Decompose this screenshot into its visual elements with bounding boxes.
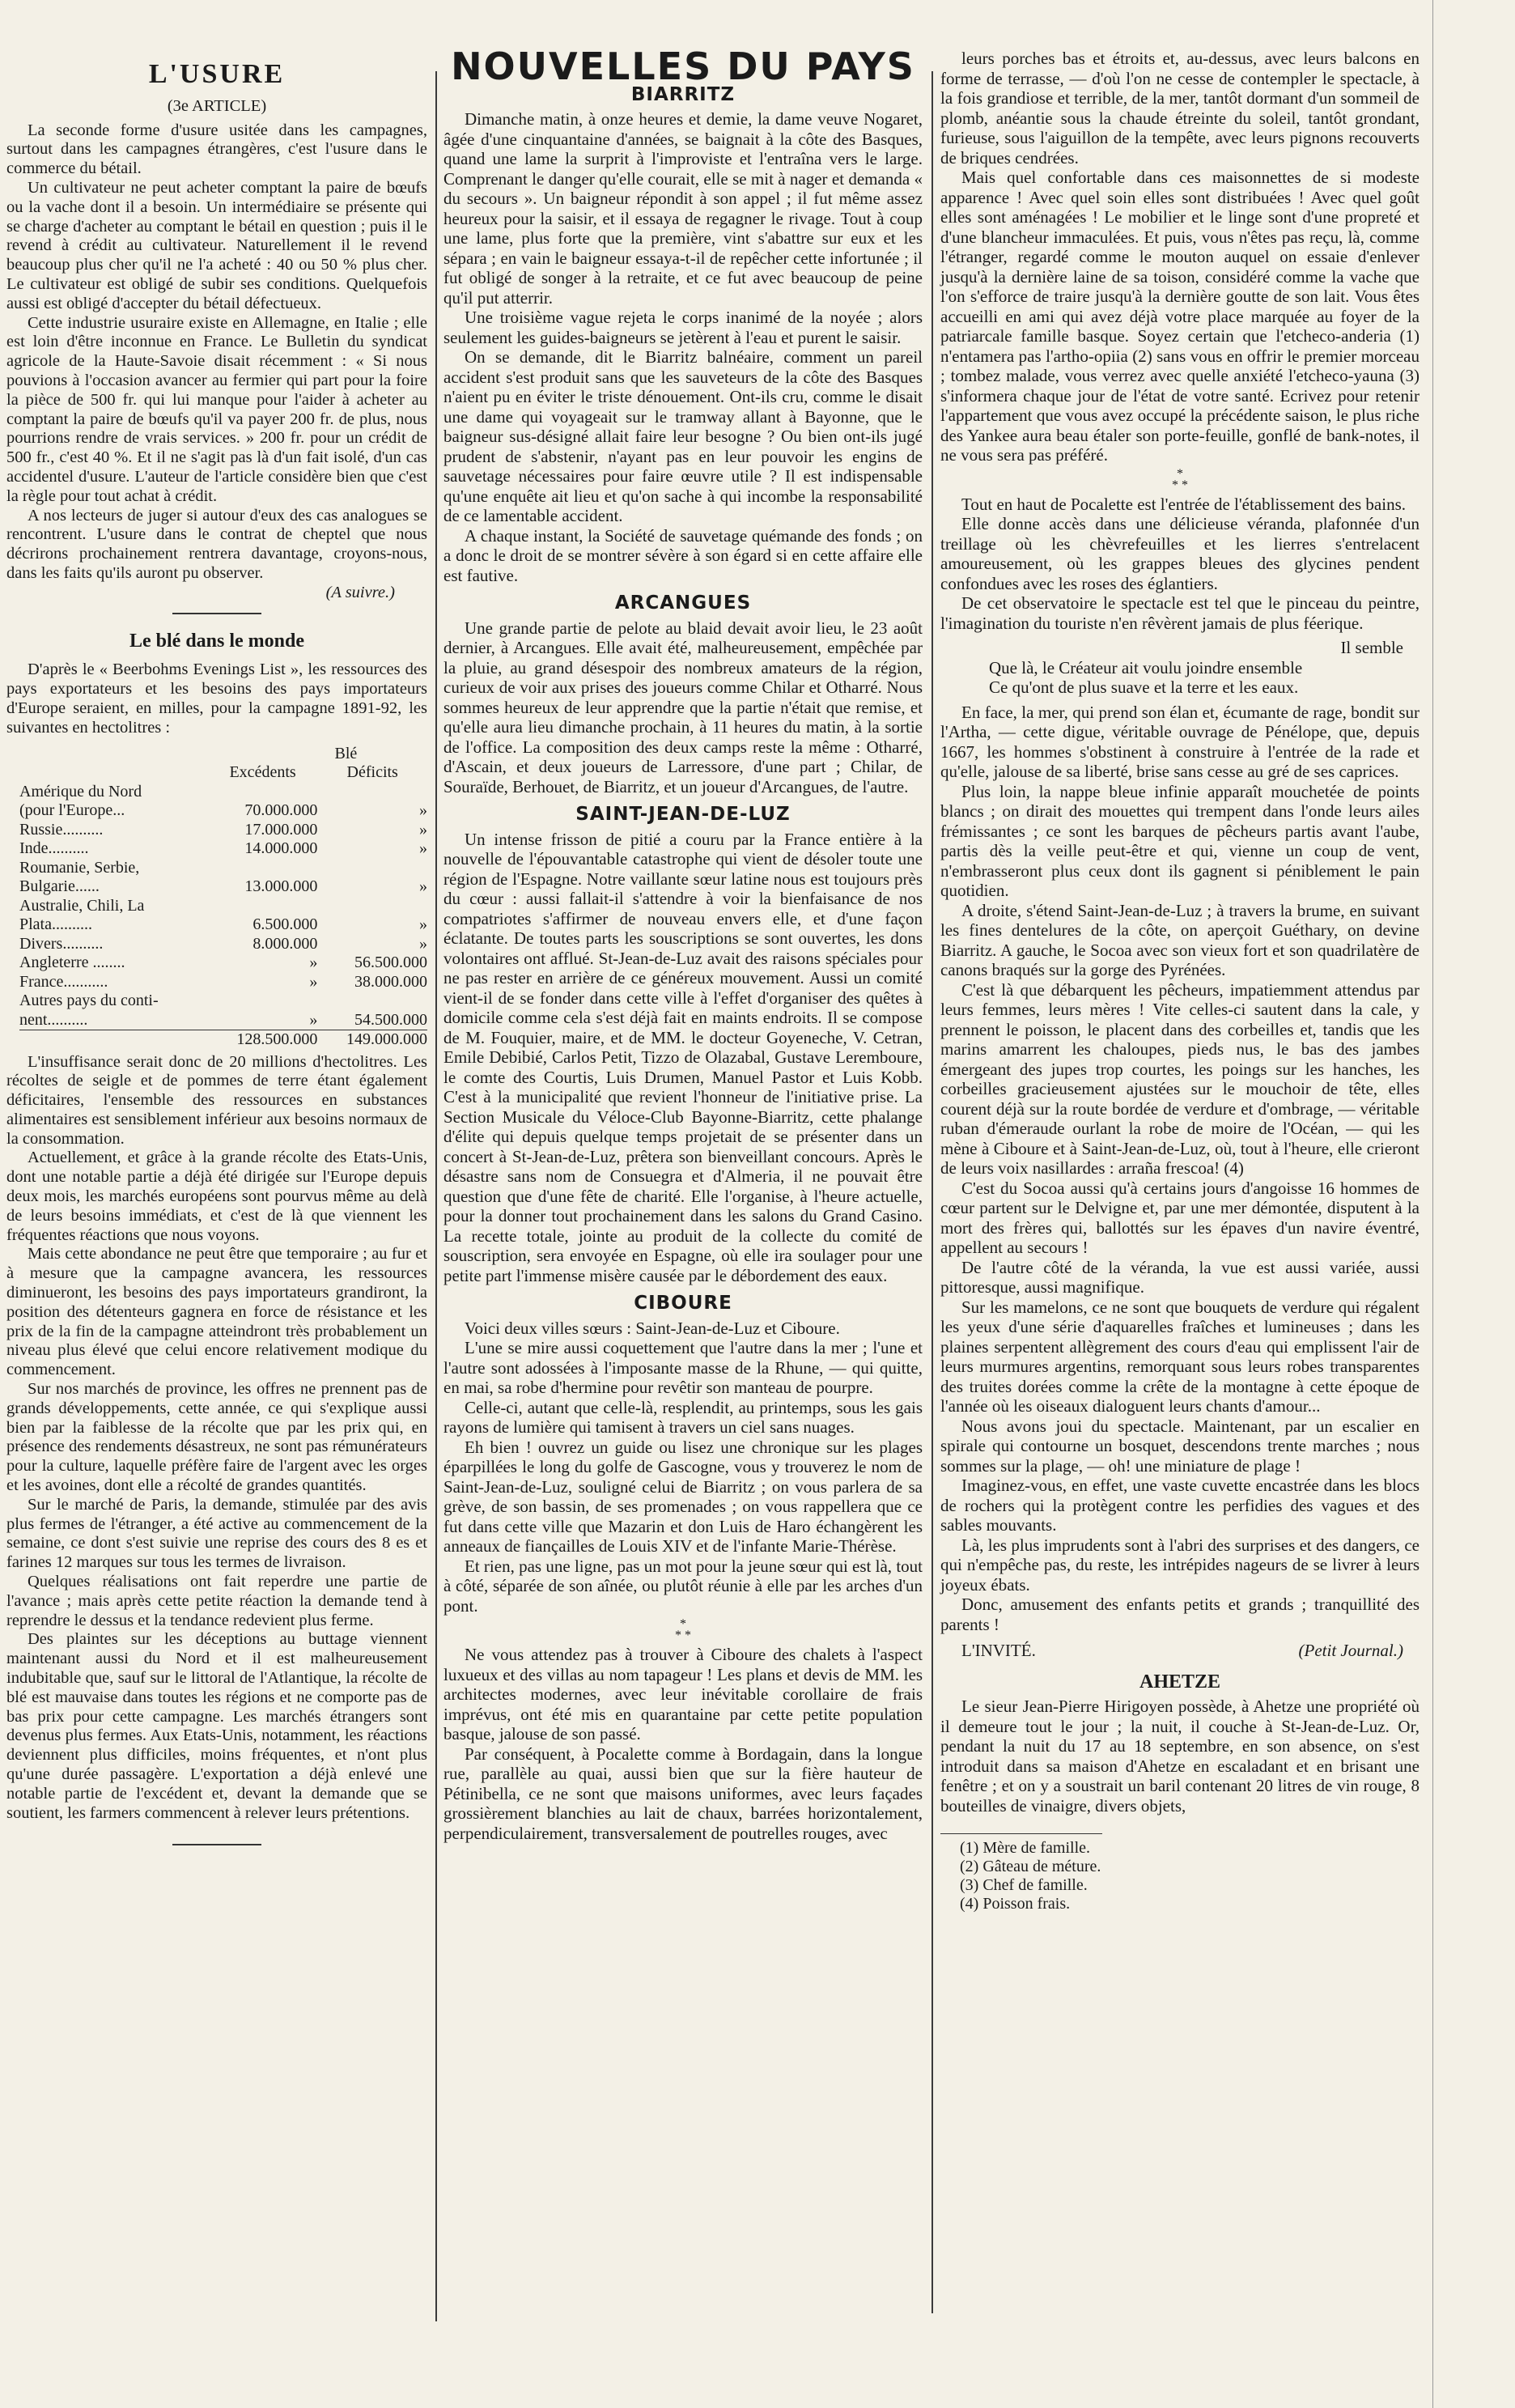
column-middle [443, 45, 923, 2376]
footnote: (4) Poisson frais. [960, 1895, 1071, 1913]
paragraph: Mais cette abondance ne peut être que temporaire ; au fur et à mesure que la campagne avancera, les ressources diminueront, les besoins des pays importateurs grandiront, la position des détenteurs gagnera en force de résistance et les prix de la fin de la campagne atteindront très probablement un niveau plus élevé que celui encore relativement modique du commencement. [6, 1245, 427, 1379]
paragraph: Sur les mamelons, ce ne sont que bouquets de verdure qui régalent les yeux d'une série d'aquarelles fraîches et lumineuses ; dans les plaines serpentent allègrement des cours d'eau qui emplissent l'air de leurs murmures argentins, remorquant sous leurs robes transparentes des truites dorées comme la crête de la montagne à cette époque de l'année où les oiseaux dialoguent leurs chants d'amour... [940, 1297, 1420, 1416]
ble-body [6, 1053, 427, 1824]
table-row [19, 783, 427, 802]
country-cell: Autres pays du conti- [19, 992, 159, 1009]
paragraph: Des plaintes sur les déceptions au buttage viennent maintenant aussi du Nord et il est malheureusement indubitable que, sauf sur le littoral de l'Atlantique, la récolte de blé est mauvaise dans toutes les régions et ne comporte pas de bas prix pour cette campagne. Les marchés étrangers sont devenus plus fermes. Aux Etats-Unis, notamment, les réactions deviennent plus difficiles, moins fréquentes, et n'ont plus qu'une durée passagère. L'exportation a déjà enlevé une notable partie de l'excédent et, devant la demande que se soutient, les farmers commencent à relever leurs prétentions. [6, 1630, 427, 1822]
usure-body [6, 121, 427, 584]
paragraph: Une grande partie de pelote au blaid devait avoir lieu, le 23 août dernier, à Arcangues. Elle avait été, malheureusement, empêchée par la pluie, au grand désespoir des nombreux amateurs de la région, curieux de voir aux prises des joueurs comme Chilar et Otharré. Nous sommes heureux de leur apprendre que la partie n'était que remise, et qu'elle aura lieu dimanche prochain, à 11 heures du matin, à la sortie de l'office. La composition des deux camps reste la même : Otharré, d'Ascain, et deux joueurs de Larressore, d'une part ; Chilar, de Souraïde, Berhouet, de Biarritz, et un joueur d'Arcangues, de l'autre. [443, 618, 923, 796]
paragraph: Mais quel confortable dans ces maisonnettes de si modeste apparence ! Avec quel soin elles sont distribuées ! Avec quel goût elles sont aménagées ! Le mobilier et le linge sont d'une propreté et d'une blancheur immaculées. Et puis, vous n'êtes pas reçu, là, comme l'étranger, regardé comme le mouton auquel on essaie d'enlever jusqu'à la dernière laine de sa toison, considéré comme la vache que l'on s'efforce de traire jusqu'à la dernière goutte de son lait. Vous êtes accueilli en ami qui avez déjà votre place marquée au foyer de la patriarcale famille basque. Soyez certain que l'etcheco-anderia (1) n'entamera pas l'artho-opiia (2) sans vous en offrir le premier morceau ; tombez malade, vous verrez avec quelle anxiété l'etcheco-yauna (3) s'informera chaque jour de l'état de votre santé. Ecrivez pour retenir l'appartement que vous avez occupé la précédente saison, le plus riche des Yankee aura beau étaler son porte-feuille, gonflé de bank-notes, il ne vous sera pas préféré. [940, 168, 1420, 465]
paragraph: Sur nos marchés de province, les offres ne prennent pas de grands développements, cette année, ce qui s'explique aussi bien par la faiblesse de la récolte que par les prix qui, en présence des rendements désastreux, ne sont pas rémunérateurs pour la culture, laquelle préfère faire de l'argent avec les orges et les avoines, dont elle a récolté de grandes quantités. [6, 1380, 427, 1495]
deficit-cell [317, 859, 427, 878]
paragraph: L'insuffisance serait donc de 20 millions d'hectolitres. Les récoltes de seigle et de pommes de terre étant également déficitaires, l'ensemble des ressources en substances alimentaires est sensiblement inférieur aux besoins normaux de la consommation. [6, 1052, 427, 1148]
paragraph: La seconde forme d'usure usitée dans les campagnes, surtout dans les campagnes étrangères, c'est l'usure dans le commerce du bétail. [6, 121, 427, 178]
excedent-cell [208, 783, 318, 802]
country-cell: Divers.......... [19, 934, 104, 953]
excedent-cell: » [309, 972, 318, 991]
paragraph: Eh bien ! ouvrez un guide ou lisez une chronique sur les plages éparpillées le long du golfe de Gascogne, vous y trouverez le nom de Saint-Jean-de-Luz, souligné celui de Biarritz ; on vous parlera de sa grève, de son bassin, de ses promenades ; on vous rappellera que ce fut dans cette ville que Mazarin et don Luis de Haro échangèrent les anneaux de fiançailles de Louis XIV et de l'infante Marie-Thérèse. [443, 1437, 923, 1556]
table-row [19, 801, 427, 821]
ciboure-continued-c [940, 703, 1420, 1635]
paragraph: Nous avons joui du spectacle. Maintenant, par un escalier en spirale qui contourne un bosquet, descendons trente marches ; nous sommes sur la plage, — oh! une miniature de plage ! [940, 1416, 1420, 1476]
column-rule-1 [435, 71, 437, 2321]
paragraph: C'est du Socoa aussi qu'à certains jours d'angoisse 16 hommes de cœur partent sur le Delvigne et, par une mer démontée, disputent à la mort des frères qui, ballottés sur les épaves d'un navire éventré, appellent au secours ! [940, 1178, 1420, 1257]
separator [172, 1844, 261, 1845]
deficit-cell [317, 992, 427, 1011]
ahetze-title: AHETZE [1139, 1671, 1221, 1692]
excedent-cell: 14.000.000 [244, 839, 318, 857]
arcangues-body [443, 618, 923, 797]
column-right [940, 49, 1420, 2376]
nouvelles-title: NOUVELLES DU PAYS [451, 45, 915, 88]
paragraph: Cette industrie usuraire existe en Allemagne, en Italie ; elle est loin d'être inconnue en France. Le Bulletin du syndicat agricole de la Haute-Savoie disait récemment : « Si nous pouvions à l'occasion avancer au fermier qui part pour la foire la pièce de 500 fr. qui lui manque pour l'aider à acheter au comptant la paire de bœufs qu'il va payer 200 fr. de plus, nous pourrions rendre de vrais services. » 200 fr. pour un crédit de 500 fr., c'est 40 %. Et il ne s'agit pas là d'un fait isolé, d'un cas accidentel d'usure. L'auteur de l'article considère bien que c'est la règle pour tout achat à crédit. [6, 313, 427, 505]
separator [172, 613, 261, 614]
total-deficits: 149.000.000 [317, 1030, 427, 1050]
country-cell: Roumanie, Serbie, [19, 858, 140, 877]
col-excedents: Excédents [229, 763, 296, 781]
paragraph: De cet observatoire le spectacle est tel que le pinceau du peintre, l'imagination du touriste n'en rêvèrent jamais de plus féerique. [940, 593, 1420, 633]
paragraph: Un cultivateur ne peut acheter comptant la paire de bœufs ou la vache dont il a besoin. Un intermédiaire se présente qui se charge d'acheter au comptant le bétail en question ; puis il le revend à crédit au cultivateur. Naturellement il le revend beaucoup plus cher qu'il ne l'a acheté : 40 ou 50 % plus cher. Le cultivateur est obligé de subir ses conditions. Quelquefois aussi est obligé d'accepter du bétail défectueux. [6, 178, 427, 312]
total-excedents: 128.500.000 [208, 1030, 318, 1050]
ciboure-body [443, 1319, 923, 1844]
country-cell: Australie, Chili, La [19, 896, 145, 915]
paragraph: Une troisième vague rejeta le corps inanimé de la noyée ; alors seulement les guides-baigneurs se jetèrent à l'eau et purent le saisir. [443, 308, 923, 347]
table-row [19, 897, 427, 916]
usure-title: L'USURE [148, 59, 286, 89]
paragraph: Elle donne accès dans une délicieuse véranda, plafonnée d'un treillage où les chèvrefeuilles et les lierres s'entrelacent amoureusement, où les grappes bleues des glycines pendent confondues avec les roses des églantiers. [940, 514, 1420, 593]
ciboure-continued-a [940, 49, 1420, 465]
deficit-cell [317, 897, 427, 916]
deficit-cell [317, 783, 427, 802]
deficit-cell: » [419, 801, 427, 819]
table-row [19, 839, 427, 859]
deficit-cell: » [419, 820, 427, 839]
paragraph: Voici deux villes sœurs : Saint-Jean-de-Luz et Ciboure. [465, 1318, 840, 1338]
usure-signature: (A suivre.) [325, 583, 395, 601]
country-cell: Angleterre ........ [19, 953, 125, 971]
country-cell: Russie.......... [19, 820, 104, 839]
country-cell: Bulgarie...... [19, 877, 100, 895]
table-row [19, 935, 427, 954]
excedent-cell [208, 992, 318, 1011]
deficit-cell: » [419, 877, 427, 895]
paragraph: Plus loin, la nappe bleue infinie apparaît mouchetée de points blancs ; on dirait des mouettes qui trempent dans l'onde leurs ailes frémissantes ; ce sont les barques de pêcheurs partis avant l'aube, partis dès la veille peut-être et qui, vienne un coup de vent, n'embrasseront plus ceux dont ils gagnent si péniblement le pain quotidien. [940, 781, 1420, 900]
country-cell: France........... [19, 972, 108, 991]
footnote: (1) Mère de famille. [960, 1839, 1091, 1857]
paragraph: On se demande, dit le Biarritz balnéaire, comment un pareil accident s'est produit sans que les sauveteurs de la côte des Basques n'aient pu en éviter le triste dénouement. Ont-ils cru, comme le disait une dame qui voyageait sur le tramway allant à Bayonne, que le baigneur sus-désigné allait faire leur besogne ? Ou bien ont-ils jugé prudent de s'abstenir, n'ayant pas en leur pouvoir les engins de sauvetage nécessaires pour faire œuvre utile ? Il est indispensable qu'une enquête ait lieu et qu'on sache à qui incombe la responsabilité de ce lamentable accident. [443, 347, 923, 525]
column-left [6, 49, 427, 2376]
page-edge-rule [1432, 0, 1433, 2408]
ciboure-title: CIBOURE [634, 1293, 732, 1314]
biarritz-body [443, 109, 923, 585]
country-cell: nent.......... [19, 1010, 88, 1029]
table-row [19, 1011, 427, 1030]
paragraph: L'une se mire aussi coquettement que l'autre dans la mer ; l'une et l'autre sont adossées à l'imposante masse de la Rhune, — qui quitte, en mai, sa robe d'hermine pour revêtir son manteau de pourpre. [443, 1338, 923, 1397]
excedent-cell [208, 859, 318, 878]
paragraph: Le sieur Jean-Pierre Hirigoyen possède, à Ahetze une propriété où il demeure tout le jour ; la nuit, il couche à St-Jean-de-Luz. Or, pendant la nuit du 17 au 18 septembre, en son absence, on s'est introduit dans sa maison d'Ahetze en escaladant et en brisant une fenêtre ; et on y a soustrait un baril contenant 20 litres de vin rouge, 8 bouteilles de vinaigre, divers objets, [940, 1697, 1420, 1816]
ble-table [19, 745, 427, 1050]
verse: Il semble Que là, le Créateur ait voulu joindre ensemble Ce qu'ont de plus suave et la terre et les eaux. [989, 638, 1403, 697]
ble-intro: D'après le « Beerbohms Evenings List », les ressources des pays exportateurs et les besoins des pays importateurs d'Europe seraient, en milles, pour la campagne 1891-92, les suivantes en hectolitres : [6, 660, 427, 737]
footnote: (3) Chef de famille. [960, 1876, 1088, 1894]
table-row [19, 953, 427, 973]
country-cell: (pour l'Europe... [19, 801, 125, 819]
country-cell: Amérique du Nord [19, 782, 142, 801]
deficit-cell: » [419, 934, 427, 953]
ciboure-continued-b [940, 495, 1420, 634]
footnote: (2) Gâteau de méture. [960, 1858, 1101, 1875]
paragraph: A nos lecteurs de juger si autour d'eux des cas analogues se rencontrent. L'usure dans le contrat de cheptel que nous décrirons prochainement rentrera davantage, croyons-nous, dans les faits qu'ils auront pu observer. [6, 506, 427, 582]
paragraph: Par conséquent, à Pocalette comme à Bordagain, dans la longue rue, parallèle au quai, aussi bien que sur la fière hauteur de Pétinibella, ce ne sont que maisons uniformes, avec leurs façades grossièrement blanchies au lait de chaux, barrées horizontalement, perpendiculairement, transversalement de poutrelles rouges, avec [443, 1743, 923, 1843]
paragraph: Dimanche matin, à onze heures et demie, la dame veuve Nogaret, âgée d'une cinquantaine d'années, se baignait à la côte des Basques, quand une lame la surprit à l'improviste et l'entraîna vers le large. Comprenant le danger qu'elle courait, elle se mit à nager et demanda « du secours ». Un baigneur répondit à son appel ; il fut même assez heureux pour la saisir, et il essaya de regagner le rivage. Tout à coup une lame, plus forte que la première, vint s'abattre sur eux et les sépara ; en vain le baigneur essaya-t-il de repêcher cette infortunée ; il fut obligé de songer à la retraite, et ce fut avec beaucoup de peine qu'il put atterrir. [443, 109, 923, 308]
deficit-cell: » [419, 915, 427, 933]
saint-jean-body [443, 830, 923, 1286]
table-row [19, 973, 427, 992]
paragraph: A droite, s'étend Saint-Jean-de-Luz ; à travers la brume, en suivant les fines dentelures de la côte, on aperçoit Guéthary, on devine Biarritz. A gauche, le Socoa avec son vieux fort et son quadrilatère de canons braqués sur la gorge des Pyrénées. [940, 900, 1420, 979]
saint-jean-title: SAINT-JEAN-DE-LUZ [575, 804, 791, 825]
asterism: * * * [675, 1617, 691, 1642]
paragraph: C'est là que débarquent les pêcheurs, impatiemment attendus par leurs femmes, leurs mères ! Vite celles-ci sautent dans la cale, y prennent le poisson, le placent dans des corbeilles et, tandis que les marins amarrent les chaloupes, pieds nus, le bas des jambes émergeant des jupes trop courtes, les poings sur les hanches, les corbeilles gracieusement ajustées sur le mouchoir de tête, elles courent déjà sur la route bordée de verdure et d'ombrage, — véritable ruban d'émeraude ourlant la robe de moire de l'Océan, — qui les mène à Ciboure et à Saint-Jean-de-Luz, où, tout à l'heure, elle crieront de leurs voix nasillardes : arraña frescoa! (4) [940, 979, 1420, 1178]
table-row [19, 915, 427, 935]
paragraph: Là, les plus imprudents sont à l'abri des surprises et des dangers, ce qui n'empêche pas, du reste, les intrépides nageurs de se livrer à leurs joyeux ébats. [940, 1535, 1420, 1595]
paragraph: Ne vous attendez pas à trouver à Ciboure des chalets à l'aspect luxueux et des villas au nom tapageur ! Les plans et devis de MM. les architectes modernes, avec leur inévitable corollaire de frais imprévus, ont été mis en quarantaine par cette petite population basque, jalouse de son passé. [443, 1645, 923, 1743]
table-row [19, 992, 427, 1011]
paragraph: De l'autre côté de la véranda, la vue est aussi variée, aussi pittoresque, aussi magnifique. [940, 1257, 1420, 1297]
paragraph: Imaginez-vous, en effet, une vaste cuvette encastrée dans les blocs de rochers qui la protègent contre les perfidies des vagues et des sables mouvants. [940, 1476, 1420, 1535]
column-rule-2 [931, 71, 933, 2313]
paragraph: Actuellement, et grâce à la grande récolte des Etats-Unis, dont une notable partie a déjà été dirigée sur l'Europe depuis deux mois, les marchés européens sont pourvus même au delà de leurs besoins immédiats, et c'est de là que viennent les fréquentes réactions que nous voyons. [6, 1149, 427, 1244]
deficit-cell: » [419, 839, 427, 857]
excedent-cell: » [309, 1010, 318, 1029]
paragraph: A chaque instant, la Société de sauvetage quémande des fonds ; on a donc le droit de se montrer sévère à son égard si en cette affaire elle est fautive. [443, 525, 923, 585]
excedent-cell: 17.000.000 [244, 820, 318, 839]
table-row [19, 859, 427, 878]
col-deficits: Déficits [346, 763, 398, 781]
ble-table-title: Blé [334, 744, 358, 762]
excedent-cell: » [309, 953, 318, 971]
paragraph: Quelques réalisations ont fait reperdre une partie de l'avance ; mais après cette petite réaction la demande tend à reprendre le dessus et la tendance redevient plus ferme. [6, 1573, 427, 1629]
deficit-cell: 56.500.000 [354, 953, 427, 971]
paragraph: Un intense frisson de pitié a couru par la France entière à la nouvelle de l'épouvantable catastrophe qui vient de désoler toute une région de l'Espagne. Notre vaillante sœur latine nous est toujours près du cœur : aussi fallait-il s'attendre à voir la bienfaisance de nos compatriotes s'affirmer de nouveau envers elle, et d'une façon éclatante. De toutes parts les souscriptions se sont ouvertes, les dons volontaires ont afflué. St-Jean-de-Luz avait des raisons spéciales pour ne pas rester en arrière de ce généreux mouvement. Aussi un comité vient-il de se fonder dans cette ville à l'effet d'organiser des quêtes à domicile comme cela s'est déjà fait en maints endroits. Il se compose de M. Fouquier, maire, et de MM. le docteur Goyeneche, V. Cetran, Emile Debibié, Carlos Petit, Tizzo de Olazabal, Gustave Leremboure, le comte des Courtis, Luis Drumen, Manuel Pastor et Luis Kobb. C'est à la municipalité que revient l'honneur de l'initiative prise. La Section Musicale du Véloce-Club Bayonne-Biarritz, cette phalange d'élite qui depuis quelque temps projetait de se présenter dans un concert à St-Jean-de-Luz, prêtera son bienveillant concours. Après le désastre sans nom de Consuegra et d'Almeria, il ne pouvait être question que d'une fête de charité. Elle l'organise, à l'heure actuelle, pour la donner tout prochainement dans les salons du Grand Casino. La recette totale, jointe au produit de la collecte du comité de souscription, sera envoyée en Espagne, où elle ira soulager pour une petite part l'immense misère causée par le débordement des eaux. [443, 829, 923, 1285]
deficit-cell: 38.000.000 [354, 972, 427, 991]
country-cell: Inde.......... [19, 839, 89, 857]
ciboure-sign-left: L'INVITÉ. [961, 1641, 1036, 1660]
footnotes [940, 1833, 1102, 1913]
country-cell: Plata.......... [19, 915, 92, 933]
ble-title: Le blé dans le monde [129, 630, 305, 652]
excedent-cell: 70.000.000 [244, 801, 318, 819]
paragraph: Tout en haut de Pocalette est l'entrée de l'établissement des bains. [961, 494, 1407, 514]
asterism: * * * [1172, 466, 1188, 492]
paragraph: En face, la mer, qui prend son élan et, écumante de rage, bondit sur l'Artha, — cette digue, véritable ouvrage de Pénélope, que, depuis 1667, les hommes s'obstinent à construire à l'entrée de la rade et qu'elle, jalouse de sa liberté, brise sans cesse au gré de ses caprices. [940, 702, 1420, 781]
paragraph: Et rien, pas une ligne, pas un mot pour la jeune sœur qui est là, tout à côté, séparée de son aînée, ou plutôt réunie à elle par les arches d'un pont. [443, 1556, 923, 1616]
ciboure-sign-right: (Petit Journal.) [1298, 1641, 1403, 1660]
biarritz-title: BIARRITZ [630, 83, 736, 105]
deficit-cell: 54.500.000 [354, 1010, 427, 1029]
excedent-cell [208, 897, 318, 916]
excedent-cell: 8.000.000 [252, 934, 318, 953]
ahetze-body [940, 1697, 1420, 1816]
table-row [19, 821, 427, 840]
arcangues-title: ARCANGUES [614, 592, 752, 614]
paragraph: leurs porches bas et étroits et, au-dessus, avec leurs balcons en forme de terrasse, — d'où l'on ne cesse de contempler le spectacle, à la fois grandiose et terrible, de la mer, tantôt dormant d'un sommeil de plomb, anéantie sous la chaude étreinte du soleil, tantôt grondant, furieuse, sous l'aiguillon de la tempête, avec leurs pignons recouverts de briques cendrées. [940, 49, 1420, 168]
excedent-cell: 6.500.000 [252, 915, 318, 933]
paragraph: Celle-ci, autant que celle-là, resplendit, au printemps, sous les gais rayons de lumière qui tamisent à travers un ciel sans nuages. [443, 1397, 923, 1437]
excedent-cell: 13.000.000 [244, 877, 318, 895]
table-row [19, 877, 427, 897]
paragraph: Donc, amusement des enfants petits et grands ; tranquillité des parents ! [940, 1595, 1420, 1634]
paragraph: Sur le marché de Paris, la demande, stimulée par des avis plus fermes de l'étranger, a été active au commencement de la semaine, ce dont s'est suivie une reprise des cours des 8 es et farines 12 marques sur tous les termes de livraison. [6, 1495, 427, 1572]
usure-subtitle: (3e ARTICLE) [167, 96, 267, 115]
